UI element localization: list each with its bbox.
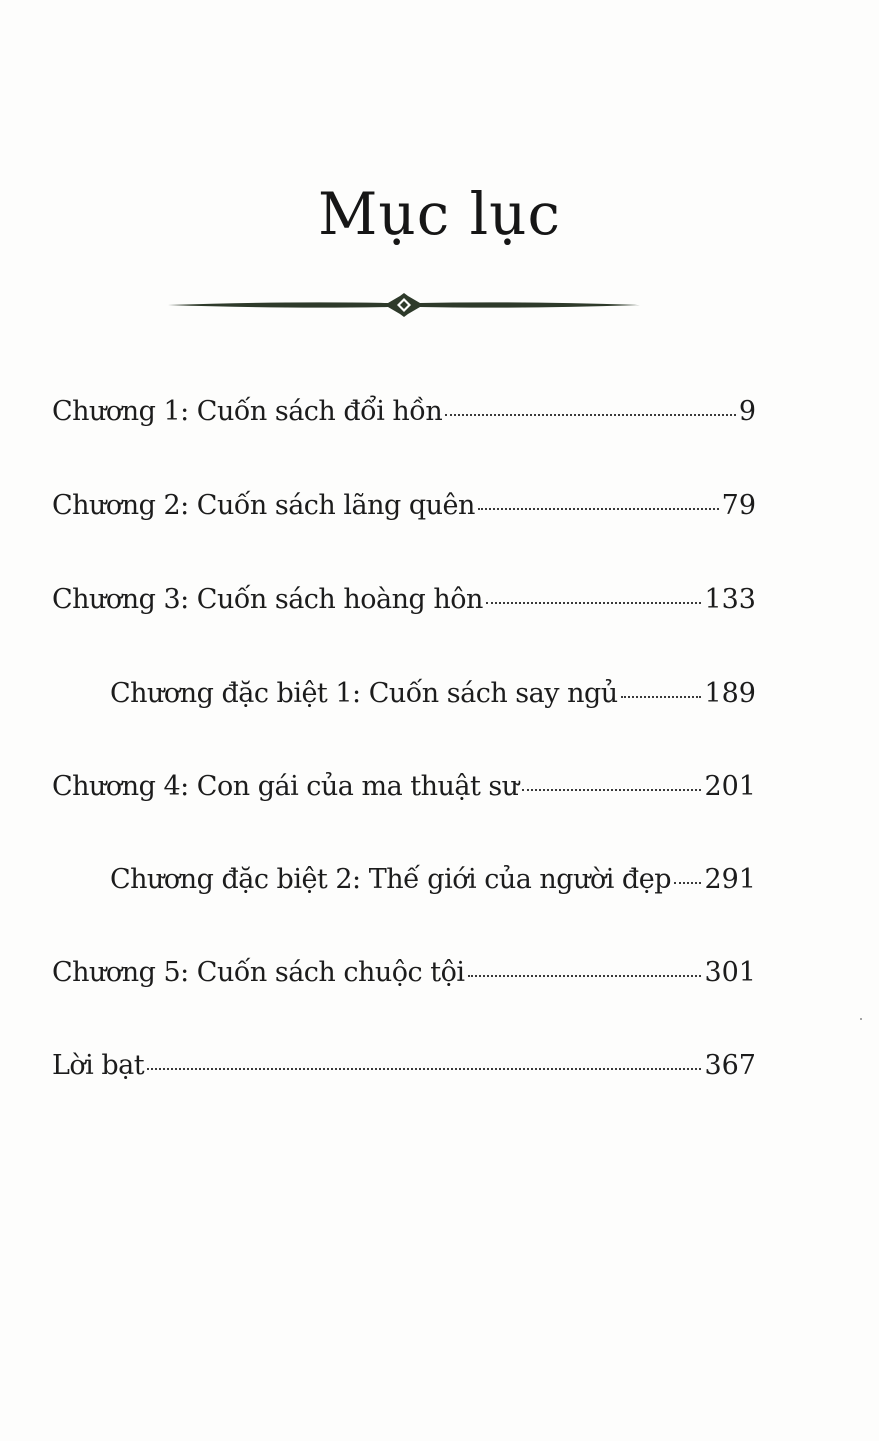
title-divider-ornament [168,290,640,320]
toc-entry-label: Chương 1: Cuốn sách đổi hồn [52,396,443,427]
toc-entry-chapter-2[interactable] [52,490,756,521]
toc-entry-page-number: 79 [721,490,756,521]
toc-entry-chapter-5[interactable] [52,957,756,988]
dot-leader [445,414,736,416]
toc-entry-page-number: 291 [704,864,756,895]
toc-entry-label: Lời bạt [52,1050,145,1081]
toc-entry-page-number: 367 [704,1050,756,1081]
toc-entry-page-number: 301 [704,957,756,988]
page-title: Mục lục [317,180,562,248]
toc-entry-label: Chương đặc biệt 2: Thế giới của người đẹp [110,864,671,895]
toc-entry-page-number: 9 [738,396,756,427]
toc-entry-special-chapter-2[interactable] [110,864,756,895]
toc-entry-page-number: 201 [704,771,756,802]
toc-entry-page-number: 133 [704,584,756,615]
toc-entry-label: Chương 5: Cuốn sách chuộc tội [52,957,465,988]
toc-entry-label: Chương đặc biệt 1: Cuốn sách say ngủ [110,678,618,709]
toc-entry-chapter-1[interactable] [52,396,756,427]
dot-leader [486,602,702,604]
dot-leader [468,975,702,977]
toc-entry-label: Chương 4: Con gái của ma thuật sư [52,771,519,802]
toc-entry-label: Chương 3: Cuốn sách hoàng hôn [52,584,483,615]
dot-leader [674,882,701,884]
toc-entry-label: Chương 2: Cuốn sách lãng quên [52,490,475,521]
toc-entry-special-chapter-1[interactable] [110,678,756,709]
dot-leader [147,1068,701,1070]
toc-entry-chapter-3[interactable] [52,584,756,615]
toc-entry-chapter-4[interactable] [52,771,756,802]
dot-leader [621,696,702,698]
toc-entry-afterword[interactable] [52,1050,756,1081]
dot-leader [478,508,719,510]
toc-entry-page-number: 189 [704,678,756,709]
dot-leader [522,789,702,791]
paper-speck [860,1018,862,1020]
